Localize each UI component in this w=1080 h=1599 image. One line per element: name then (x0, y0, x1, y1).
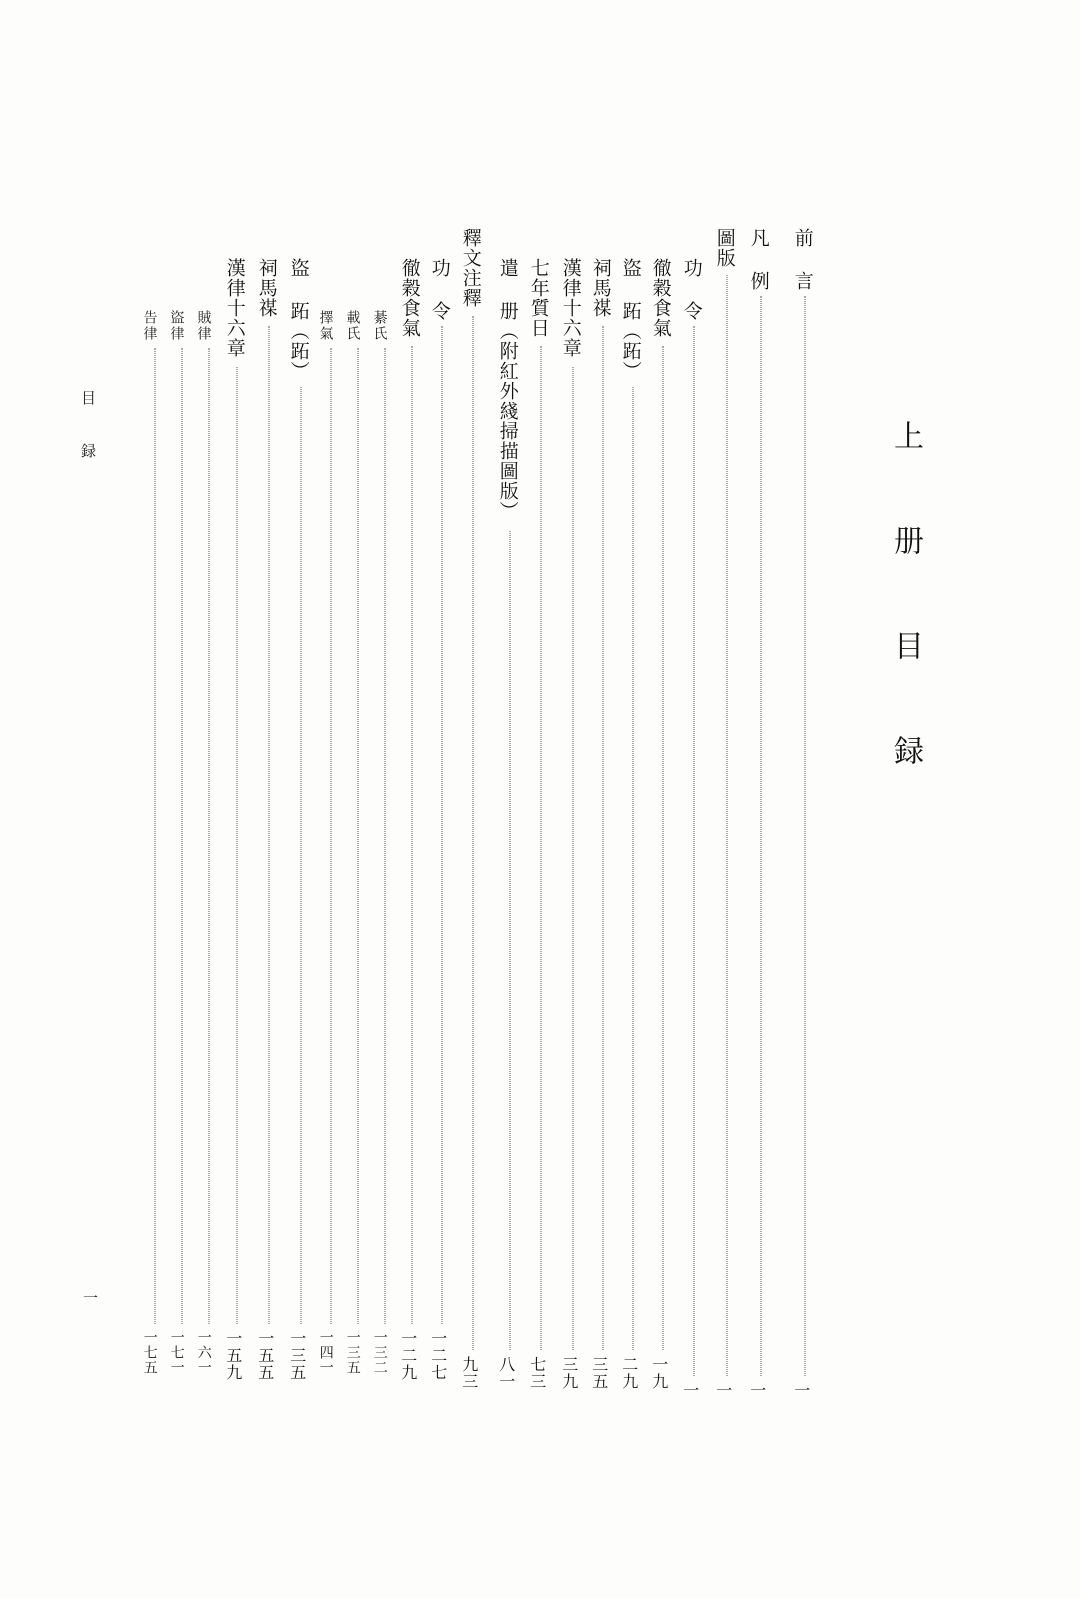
page-title: 上 册 目 録 (888, 420, 923, 785)
toc-leader-dots (663, 346, 664, 1350)
toc-leader-dots (412, 346, 413, 1324)
toc-leader-dots (633, 387, 634, 1350)
toc-entry-label: 徹穀食氣 (398, 258, 421, 338)
toc-entry-label: 賊律 (195, 310, 212, 342)
toc-entry-page-number: 一七一 (168, 1330, 185, 1375)
running-head: 目 録 (79, 390, 97, 468)
toc-entry-page-number: 一三五 (344, 1330, 361, 1375)
toc-entry-page-number: 三九 (559, 1356, 579, 1390)
toc-entry[interactable] (528, 0, 554, 1599)
toc-entry-label: 前 言 (791, 228, 814, 291)
toc-leader-dots (301, 387, 302, 1324)
toc-entry-label: 祠馬禖 (589, 258, 612, 318)
toc-leader-dots (237, 367, 238, 1325)
toc-leader-dots (694, 326, 695, 1377)
toc-entry[interactable] (590, 0, 616, 1599)
toc-leader-dots (473, 316, 474, 1350)
toc-entry-label: 漢律十六章 (559, 258, 582, 358)
toc-entry[interactable] (142, 0, 168, 1599)
toc-leader-dots (209, 348, 210, 1324)
toc-entry[interactable] (748, 0, 774, 1599)
toc-entry-label: 徹穀食氣 (649, 258, 672, 338)
toc-entry[interactable] (714, 0, 740, 1599)
toc-leader-dots (331, 348, 332, 1324)
toc-entry-page-number: 一七五 (141, 1330, 158, 1375)
toc-entry[interactable] (372, 0, 398, 1599)
toc-entry[interactable] (681, 0, 707, 1599)
toc-leader-dots (442, 326, 443, 1325)
toc-entry-page-number: 一 (680, 1382, 700, 1399)
toc-entry-label: 釋文注釋 (459, 228, 482, 308)
toc-leader-dots (805, 296, 806, 1377)
toc-entry-page-number: 一二九 (398, 1330, 418, 1381)
toc-entry-page-number: 一四一 (317, 1330, 334, 1375)
toc-entry-page-number: 一 (747, 1382, 767, 1399)
toc-entry[interactable] (345, 0, 371, 1599)
toc-entry-label: 盜 跖（跖） (287, 258, 310, 381)
toc-entry-label: 盜 跖（跖） (619, 258, 642, 381)
toc-entry-label: 功 令 (680, 258, 703, 321)
toc-entry[interactable] (460, 0, 486, 1599)
toc-entry[interactable] (169, 0, 195, 1599)
toc-entry-page-number: 一五五 (255, 1330, 275, 1381)
toc-entry-page-number: 一 (791, 1382, 811, 1399)
toc-entry[interactable] (318, 0, 344, 1599)
toc-entry-page-number: 一三二 (371, 1330, 388, 1375)
toc-leader-dots (510, 531, 511, 1351)
toc-leader-dots (541, 346, 542, 1350)
toc-entry[interactable] (399, 0, 425, 1599)
page-number: 一 (81, 1290, 99, 1305)
toc-entry[interactable] (560, 0, 586, 1599)
toc-leader-dots (155, 348, 156, 1324)
toc-leader-dots (573, 367, 574, 1351)
toc-entry-label: 擇氣 (317, 310, 334, 342)
toc-entry-label: 遣 册（附紅外綫掃描圖版） (496, 258, 519, 521)
toc-leader-dots (182, 348, 183, 1324)
toc-entry[interactable] (620, 0, 646, 1599)
toc-entry-page-number: 一五九 (223, 1330, 243, 1381)
toc-entry-page-number: 八一 (496, 1356, 516, 1390)
toc-entry[interactable] (650, 0, 676, 1599)
toc-entry-page-number: 七三 (527, 1356, 547, 1390)
toc-entry-label: 圖版 (713, 228, 736, 268)
toc-entry-label: 告律 (141, 310, 158, 342)
toc-entry[interactable] (429, 0, 455, 1599)
toc-leader-dots (358, 348, 359, 1324)
toc-entry-page-number: 一九 (649, 1356, 669, 1390)
toc-leader-dots (385, 348, 386, 1324)
toc-entry-page-number: 一六一 (195, 1330, 212, 1375)
toc-entry-label: 綦氏 (371, 310, 388, 342)
toc-entry-page-number: 九三 (459, 1356, 479, 1390)
toc-entry-label: 盜律 (168, 310, 185, 342)
toc-leader-dots (269, 326, 270, 1325)
toc-leader-dots (603, 326, 604, 1351)
toc-entry[interactable] (196, 0, 222, 1599)
toc-entry-label: 漢律十六章 (223, 258, 246, 358)
toc-entry[interactable] (256, 0, 282, 1599)
toc-entry-page-number: 一 (713, 1382, 733, 1399)
toc-entry[interactable] (224, 0, 250, 1599)
toc-entry-label: 凡 例 (747, 228, 770, 291)
toc-entry[interactable] (792, 0, 818, 1599)
toc-entry-page-number: 二九 (619, 1356, 639, 1390)
toc-entry-page-number: 一三五 (287, 1330, 307, 1381)
toc-entry[interactable] (497, 0, 523, 1599)
toc-entry-page-number: 一二七 (428, 1330, 448, 1381)
toc-entry-page-number: 三五 (589, 1356, 609, 1390)
toc-entry-label: 載氏 (344, 310, 361, 342)
toc-leader-dots (761, 296, 762, 1377)
toc-leader-dots (727, 275, 728, 1376)
toc-entry-label: 七年質日 (527, 258, 550, 338)
toc-entry-label: 祠馬禖 (255, 258, 278, 318)
toc-entry-label: 功 令 (428, 258, 451, 321)
toc-entry[interactable] (288, 0, 314, 1599)
